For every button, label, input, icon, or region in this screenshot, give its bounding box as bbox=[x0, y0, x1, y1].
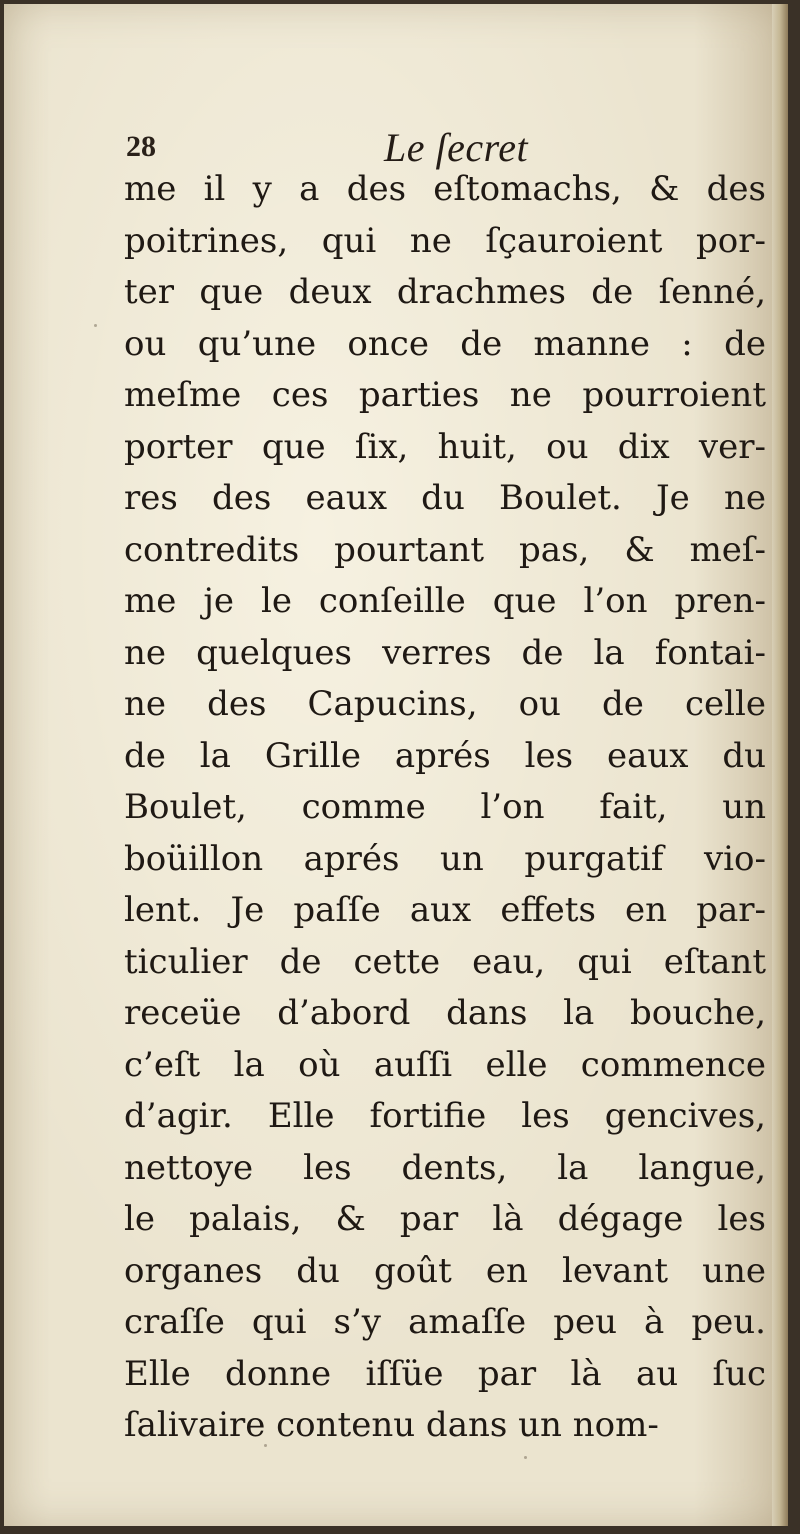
text-line: contredits pourtant pas, & meſ- bbox=[124, 529, 766, 570]
text-line: me il y a des eſtomachs, & des bbox=[124, 169, 766, 209]
paper-speck bbox=[264, 1444, 267, 1447]
text-line: porter que ſix, huit, ou dix ver- bbox=[124, 426, 766, 467]
text-line: d’agir. Elle fortifie les gencives, bbox=[124, 1096, 766, 1136]
text-line: me je le conſeille que l’on pren- bbox=[124, 581, 766, 621]
text-line: c’eſt la où auſſi elle commence bbox=[124, 1044, 766, 1085]
text-line: ne quelques verres de la fontai- bbox=[124, 632, 766, 673]
paper-speck bbox=[524, 1456, 527, 1459]
page-header bbox=[126, 124, 766, 168]
text-line: de la Grille aprés les eaux du bbox=[124, 735, 766, 776]
text-line: Boulet, comme l’on fait, un bbox=[124, 787, 766, 827]
text-line: craſſe qui s’y amaſſe peu à peu. bbox=[124, 1302, 766, 1342]
book-page bbox=[4, 4, 788, 1526]
text-line: ticulier de cette eau, qui eſtant bbox=[124, 941, 766, 982]
text-line: Elle donne iſſüe par là au ſuc bbox=[124, 1353, 766, 1394]
page-edge bbox=[772, 4, 788, 1526]
text-line: lent. Je paſſe aux effets en par- bbox=[124, 890, 766, 930]
text-line: nettoye les dents, la langue, bbox=[124, 1147, 766, 1188]
page-number: 28 bbox=[126, 130, 156, 163]
text-line: res des eaux du Boulet. Je ne bbox=[124, 478, 766, 518]
text-line: receüe d’abord dans la bouche, bbox=[124, 993, 766, 1033]
running-title: Le ſecret bbox=[384, 125, 529, 170]
text-line: boüillon aprés un purgatif vio- bbox=[124, 838, 766, 879]
text-line: ou qu’une once de manne : de bbox=[124, 323, 766, 364]
text-line: ter que deux drachmes de ſenné, bbox=[124, 272, 766, 312]
text-line: organes du goût en levant une bbox=[124, 1250, 766, 1291]
body-text bbox=[124, 164, 766, 1452]
text-line: poitrines, qui ne ſçauroient por- bbox=[124, 220, 766, 261]
text-line: ſalivaire contenu dans un nom- bbox=[124, 1405, 659, 1445]
paper-speck bbox=[94, 324, 97, 327]
text-line: le palais, & par là dégage les bbox=[124, 1199, 766, 1239]
text-line: ne des Capucins, ou de celle bbox=[124, 684, 766, 724]
text-line: meſme ces parties ne pourroient bbox=[124, 375, 766, 415]
